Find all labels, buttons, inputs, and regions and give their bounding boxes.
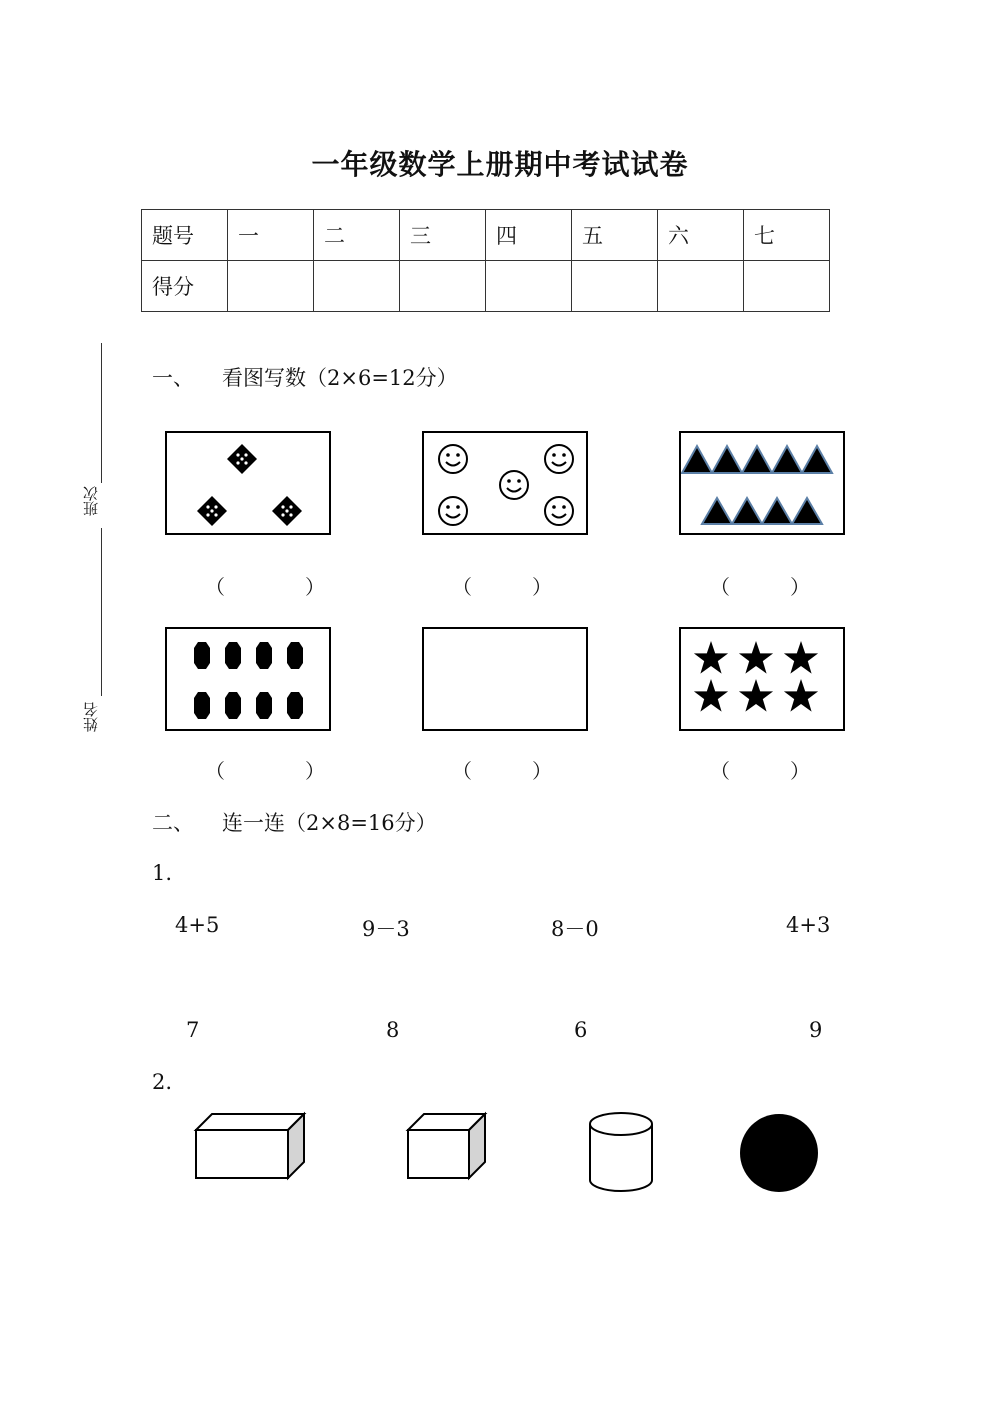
star-icon (784, 641, 818, 674)
answer-item[interactable]: 8 (386, 1018, 400, 1042)
expression-item[interactable]: 4+5 (175, 913, 220, 937)
cylinder-icon[interactable] (585, 1108, 657, 1198)
diamond-group (167, 433, 329, 533)
picture-box-4 (165, 627, 331, 731)
triangle-icon (712, 446, 742, 473)
smiley-icon (500, 471, 528, 499)
score-table-row-label: 题号 (142, 210, 228, 261)
binding-line (101, 343, 102, 483)
cuboid-icon[interactable] (190, 1108, 310, 1184)
section-1-heading (152, 362, 458, 392)
picture-box-1 (165, 431, 331, 535)
score-table-row-label: 得分 (142, 261, 228, 312)
expression-item[interactable]: 4+3 (786, 913, 831, 937)
score-table-column: 一 (228, 210, 314, 261)
score-table-column: 五 (572, 210, 658, 261)
score-table-column: 二 (314, 210, 400, 261)
octagon-icon (256, 642, 272, 669)
octagon-icon (287, 692, 303, 719)
diamond-icon (197, 496, 227, 526)
smiley-icon (439, 497, 467, 525)
octagon-icon (256, 692, 272, 719)
score-cell[interactable] (572, 261, 658, 312)
score-table-header-row (142, 210, 830, 261)
answer-blank-1[interactable]: （ ） (205, 575, 325, 599)
triangle-icon (792, 498, 822, 524)
star-icon (694, 641, 728, 674)
picture-box-3 (679, 431, 845, 535)
answer-item[interactable]: 9 (809, 1018, 823, 1042)
smiley-group (424, 433, 586, 533)
section-1-title: 看图写数（2×6=12分） (222, 366, 458, 390)
cube-icon[interactable] (402, 1108, 492, 1184)
picture-box-2 (422, 431, 588, 535)
smiley-icon (545, 445, 573, 473)
triangle-icon (732, 498, 762, 524)
triangle-icon (742, 446, 772, 473)
octagon-icon (194, 642, 210, 669)
answer-item[interactable]: 7 (186, 1018, 200, 1042)
triangle-group (681, 433, 843, 533)
score-cell[interactable] (744, 261, 830, 312)
name-label: 姓名 (82, 702, 100, 732)
smiley-icon (439, 445, 467, 473)
score-cell[interactable] (400, 261, 486, 312)
score-table-column: 七 (744, 210, 830, 261)
diamond-icon (227, 444, 257, 474)
section-2-number: 二、 (152, 811, 194, 835)
class-label: 班次 (82, 486, 100, 516)
octagon-icon (194, 692, 210, 719)
expression-item[interactable]: 9－3 (362, 917, 410, 941)
part-1-label: 1. (152, 861, 173, 885)
score-cell[interactable] (658, 261, 744, 312)
answer-blank-2[interactable]: （ ） (452, 575, 552, 599)
score-cell[interactable] (486, 261, 572, 312)
triangle-icon (802, 446, 832, 473)
page-title: 一年级数学上册期中考试试卷 (311, 148, 689, 181)
score-table-score-row (142, 261, 830, 312)
octagon-group (167, 629, 329, 729)
answer-blank-4[interactable]: （ ） (205, 759, 325, 783)
score-cell[interactable] (228, 261, 314, 312)
octagon-icon (287, 642, 303, 669)
octagon-icon (225, 642, 241, 669)
star-icon (694, 679, 728, 712)
score-table-column: 六 (658, 210, 744, 261)
score-table-column: 三 (400, 210, 486, 261)
score-table-column: 四 (486, 210, 572, 261)
section-2-title: 连一连（2×8=16分） (222, 811, 437, 835)
score-cell[interactable] (314, 261, 400, 312)
triangle-icon (702, 498, 732, 524)
star-group (681, 629, 843, 729)
star-icon (784, 679, 818, 712)
answer-item[interactable]: 6 (574, 1018, 588, 1042)
diamond-icon (272, 496, 302, 526)
star-icon (739, 679, 773, 712)
answer-blank-6[interactable]: （ ） (710, 759, 810, 783)
star-icon (739, 641, 773, 674)
expression-item[interactable]: 8－0 (551, 917, 599, 941)
section-2-heading (152, 807, 437, 837)
binding-line (101, 528, 102, 696)
octagon-icon (225, 692, 241, 719)
section-1-number: 一、 (152, 366, 194, 390)
triangle-icon (682, 446, 712, 473)
score-table (141, 209, 830, 312)
triangle-icon (772, 446, 802, 473)
sphere-icon[interactable] (736, 1110, 822, 1196)
picture-box-6 (679, 627, 845, 731)
triangle-icon (762, 498, 792, 524)
answer-blank-3[interactable]: （ ） (710, 575, 810, 599)
answer-blank-5[interactable]: （ ） (452, 759, 552, 783)
picture-box-5 (422, 627, 588, 731)
smiley-icon (545, 497, 573, 525)
part-2-label: 2. (152, 1070, 173, 1094)
